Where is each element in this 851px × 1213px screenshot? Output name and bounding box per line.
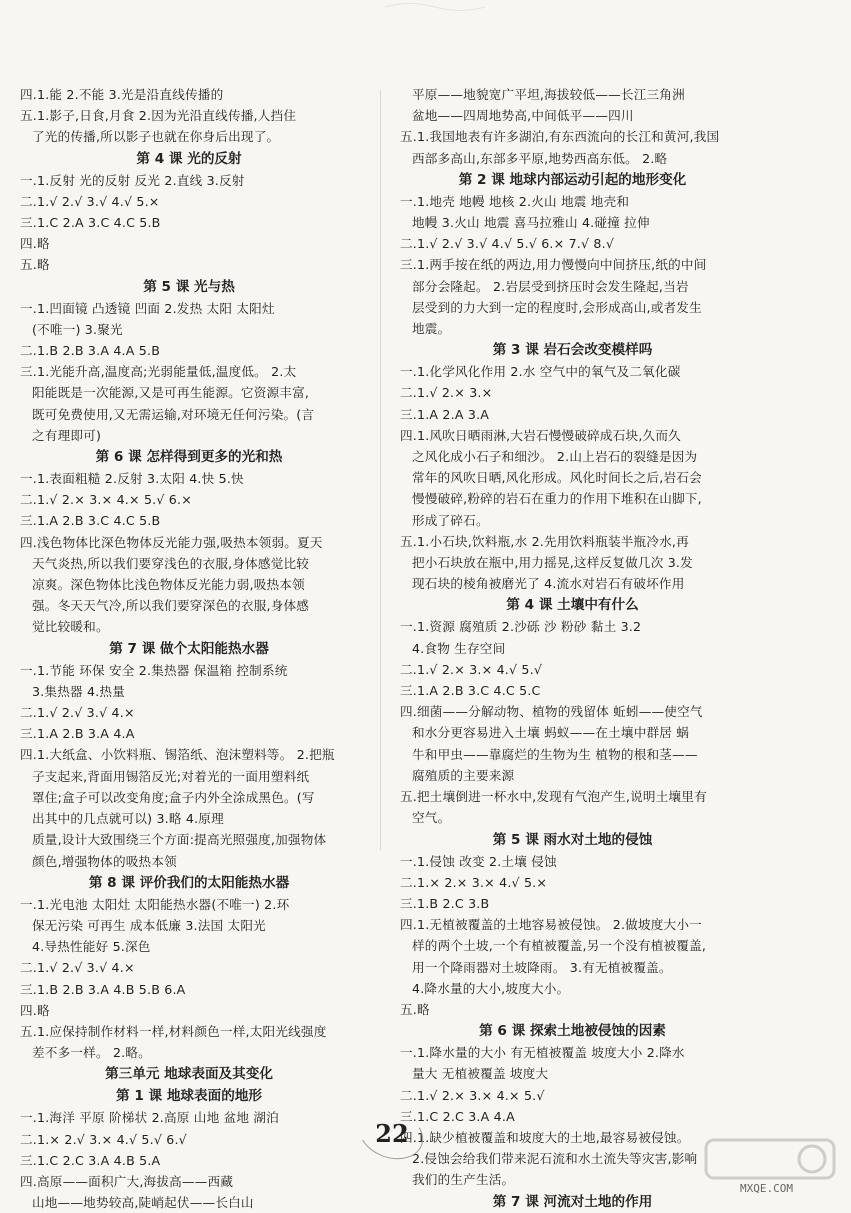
answer-line: 差不多一样。 2.略。 bbox=[32, 1045, 151, 1061]
answer-line: 强。冬天天气冷,所以我们要穿深色的衣服,身体感 bbox=[32, 598, 310, 614]
answer-line: 既可免费使用,又无需运输,对环境无任何污染。(言 bbox=[32, 406, 315, 422]
lesson-heading: 第 6 课 怎样得到更多的光和热 bbox=[95, 449, 283, 466]
answer-line: 山地——地势较高,陡峭起伏——长白山 bbox=[32, 1195, 254, 1211]
answer-line: 一.1.凹面镜 凸透镜 凹面 2.发热 太阳 太阳灶 bbox=[20, 300, 275, 316]
answer-line: 部分会隆起。 2.岩层受到挤压时会发生隆起,当岩 bbox=[412, 278, 689, 294]
answer-line: 三.1.光能升高,温度高;光弱能量低,温度低。 2.太 bbox=[20, 364, 297, 380]
answer-line: 二.1.× 2.√ 3.× 4.√ 5.√ 6.√ bbox=[20, 1131, 187, 1147]
answer-line: 四.细菌——分解动物、植物的残留体 蚯蚓——使空气 bbox=[400, 704, 703, 720]
answer-line: 一.1.化学风化作用 2.水 空气中的氧气及二氧化碳 bbox=[400, 364, 681, 380]
answer-line: 一.1.降水量的大小 有无植被覆盖 坡度大小 2.降水 bbox=[400, 1045, 685, 1061]
lesson-heading: 第 1 课 地球表面的地形 bbox=[116, 1088, 262, 1105]
answer-line: 出其中的几点就可以) 3.略 4.原理 bbox=[32, 811, 224, 827]
column-divider bbox=[380, 90, 381, 850]
answer-line: 慢慢破碎,粉碎的岩石在重力的作用下堆积在山脚下, bbox=[412, 491, 702, 507]
lesson-heading: 第三单元 地球表面及其变化 bbox=[105, 1066, 273, 1083]
top-decoration bbox=[380, 0, 490, 14]
answer-line: 用一个降雨器对土坡降雨。 3.有无植被覆盖。 bbox=[412, 959, 672, 975]
answer-line: 三.1.B 2.B 3.A 4.B 5.B 6.A bbox=[20, 981, 186, 997]
answer-line: 四.1.大纸盒、小饮料瓶、锡箔纸、泡沫塑料等。 2.把瓶 bbox=[20, 747, 335, 763]
lesson-heading: 第 7 课 做个太阳能热水器 bbox=[109, 640, 269, 657]
answer-line: 地震。 bbox=[412, 321, 451, 337]
answer-line: 二.1.B 2.B 3.A 4.A 5.B bbox=[20, 343, 161, 359]
answer-line: 一.1.表面粗糙 2.反射 3.太阳 4.快 5.快 bbox=[20, 471, 244, 487]
watermark-logo bbox=[700, 1130, 840, 1190]
answer-line: 我们的生产生活。 bbox=[412, 1172, 515, 1188]
answer-line: 4.导热性能好 5.深色 bbox=[32, 939, 151, 955]
lesson-heading: 第 4 课 土壤中有什么 bbox=[506, 597, 639, 614]
answer-line: 2.侵蚀会给我们带来泥石流和水土流失等灾害,影响 bbox=[412, 1151, 698, 1167]
answer-line: 4.食物 生存空间 bbox=[412, 640, 506, 656]
answer-line: 二.1.√ 2.× 3.× 4.× 5.√ bbox=[400, 1087, 545, 1103]
answer-line: 二.1.√ 2.√ 3.√ 4.√ 5.× bbox=[20, 193, 160, 209]
answer-line: 五.1.我国地表有许多湖泊,有东西流向的长江和黄河,我国 bbox=[400, 129, 720, 145]
answer-line: 一.1.地壳 地幔 地核 2.火山 地震 地壳和 bbox=[400, 193, 630, 209]
answer-line: 三.1.C 2.C 3.A 4.B 5.A bbox=[20, 1152, 161, 1168]
answer-line: 颜色,增强物体的吸热本领 bbox=[32, 853, 177, 869]
answer-line: 现石块的棱角被磨光了 4.流水对岩石有破坏作用 bbox=[412, 576, 685, 592]
answer-line: 三.1.B 2.C 3.B bbox=[400, 895, 490, 911]
answer-line: 阳能既是一次能源,又是可再生能源。它资源丰富, bbox=[32, 385, 310, 401]
answer-line: 四.高原——面积广大,海拔高——西藏 bbox=[20, 1173, 234, 1189]
answer-line: 五.把土壤倒进一杯水中,发现有气泡产生,说明土壤里有 bbox=[400, 789, 707, 805]
answer-line: 三.1.C 2.C 3.A 4.A bbox=[400, 1108, 515, 1124]
answer-line: 和水分更容易进入土壤 蚂蚁——在土壤中群居 蜗 bbox=[412, 725, 690, 741]
right-column bbox=[400, 84, 745, 1213]
answer-line: 保无污染 可再生 成本低廉 3.法国 太阳光 bbox=[32, 917, 266, 933]
lesson-heading: 第 8 课 评价我们的太阳能热水器 bbox=[88, 874, 290, 891]
lesson-heading: 第 6 课 探索土地被侵蚀的因素 bbox=[479, 1023, 666, 1040]
answer-line: 了光的传播,所以影子也就在你身后出现了。 bbox=[32, 129, 280, 145]
lesson-heading: 第 3 课 岩石会改变模样吗 bbox=[492, 342, 653, 359]
answer-line: 盆地——四周地势高,中间低平——四川 bbox=[412, 108, 634, 124]
answer-line: 牛和甲虫——靠腐烂的生物为生 植物的根和茎—— bbox=[412, 746, 698, 762]
answer-line: 二.1.√ 2.× 3.× bbox=[400, 385, 493, 401]
answer-line: 天气炎热,所以我们要穿浅色的衣服,身体感觉比较 bbox=[32, 555, 310, 571]
answer-line: 之风化成小石子和细沙。 2.山上岩石的裂缝是因为 bbox=[412, 449, 698, 465]
answer-line: 子支起来,背面用锡箔反光;对着光的一面用塑料纸 bbox=[32, 768, 310, 784]
answer-line: 平原——地貌宽广平坦,海拔较低——长江三角洲 bbox=[412, 87, 685, 102]
answer-line: 四.略 bbox=[20, 236, 50, 252]
answer-line: 二.1.√ 2.√ 3.√ 4.× bbox=[20, 705, 135, 721]
watermark-text: MXQE.COM bbox=[740, 1182, 793, 1195]
answer-line: 把小石块放在瓶中,用力摇晃,这样反复做几次 3.发 bbox=[412, 555, 693, 571]
answer-line: 五.1.影子,日食,月食 2.因为光沿直线传播,人挡住 bbox=[20, 108, 297, 124]
lesson-heading: 第 4 课 光的反射 bbox=[136, 150, 242, 167]
answer-line: 五.1.小石块,饮料瓶,水 2.先用饮料瓶装半瓶冷水,再 bbox=[400, 533, 689, 549]
answer-line: 三.1.A 2.B 3.C 4.C 5.C bbox=[400, 683, 541, 699]
lesson-heading: 第 7 课 河流对土地的作用 bbox=[492, 1193, 653, 1210]
answer-line: 3.集热器 4.热量 bbox=[32, 683, 126, 699]
answer-line: 质量,设计大致围绕三个方面:提高光照强度,加强物体 bbox=[32, 832, 327, 848]
answer-line: 二.1.× 2.× 3.× 4.√ 5.× bbox=[400, 874, 548, 890]
answer-line: 腐殖质的主要来源 bbox=[412, 767, 515, 783]
answer-line: 空气。 bbox=[412, 810, 451, 826]
answer-line: 层受到的力大到一定的程度时,会形成高山,或者发生 bbox=[412, 299, 702, 315]
answer-line: 二.1.√ 2.× 3.× 4.√ 5.√ bbox=[400, 661, 543, 677]
answer-line: 二.1.√ 2.√ 3.√ 4.× bbox=[20, 960, 135, 976]
answer-line: 西部多高山,东部多平原,地势西高东低。 2.略 bbox=[412, 150, 668, 166]
answer-line: 觉比较暖和。 bbox=[32, 619, 109, 635]
answer-line: 四.1.风吹日晒雨淋,大岩石慢慢破碎成石块,久而久 bbox=[400, 427, 681, 443]
lesson-heading: 第 5 课 光与热 bbox=[143, 278, 235, 295]
lesson-heading: 第 2 课 地球内部运动引起的地形变化 bbox=[458, 171, 687, 188]
answer-line: 样的两个土坡,一个有植被覆盖,另一个没有植被覆盖, bbox=[412, 938, 707, 954]
answer-line: 之有理即可) bbox=[32, 427, 102, 443]
answer-line: 四.略 bbox=[20, 1002, 50, 1018]
answer-line: 罩住;盒子可以改变角度;盒子内外全涂成黑色。(写 bbox=[32, 789, 315, 805]
left-column bbox=[20, 84, 358, 1213]
answer-line: 三.1.两手按在纸的两边,用力慢慢向中间挤压,纸的中间 bbox=[400, 257, 707, 273]
answer-line: 四.1.无植被覆盖的土地容易被侵蚀。 2.做坡度大小一 bbox=[400, 917, 702, 933]
answer-line: 4.降水量的大小,坡度大小。 bbox=[412, 980, 570, 996]
answer-line: 一.1.光电池 太阳灶 太阳能热水器(不唯一) 2.环 bbox=[20, 896, 290, 912]
answer-line: 三.1.A 2.B 3.C 4.C 5.B bbox=[20, 513, 161, 529]
answer-line: 五.略 bbox=[400, 1001, 430, 1017]
answer-line: 一.1.海洋 平原 阶梯状 2.高原 山地 盆地 湖泊 bbox=[20, 1110, 279, 1126]
answer-line: 二.1.√ 2.√ 3.√ 4.√ 5.√ 6.× 7.√ 8.√ bbox=[400, 236, 615, 252]
answer-line: 形成了碎石。 bbox=[412, 512, 489, 528]
answer-line: 一.1.资源 腐殖质 2.沙砾 沙 粉砂 黏土 3.2 bbox=[400, 619, 642, 635]
answer-line: 五.略 bbox=[20, 257, 50, 273]
answer-line: 四.1.缺少植被覆盖和坡度大的土地,最容易被侵蚀。 bbox=[400, 1129, 690, 1145]
answer-line: 五.1.应保持制作材料一样,材料颜色一样,太阳光线强度 bbox=[20, 1023, 327, 1039]
answer-line: 四.浅色物体比深色物体反光能力强,吸热本领弱。夏天 bbox=[20, 534, 323, 550]
answer-line: 四.1.能 2.不能 3.光是沿直线传播的 bbox=[20, 87, 224, 102]
answer-line: 常年的风吹日晒,风化形成。风化时间长之后,岩石会 bbox=[412, 470, 702, 486]
answer-line: 三.1.A 2.B 3.A 4.A bbox=[20, 726, 135, 742]
answer-line: (不唯一) 3.聚光 bbox=[32, 321, 123, 337]
answer-line: 量大 无植被覆盖 坡度大 bbox=[412, 1066, 549, 1082]
answer-line: 三.1.A 2.A 3.A bbox=[400, 406, 490, 422]
answer-line: 一.1.反射 光的反射 反光 2.直线 3.反射 bbox=[20, 172, 245, 188]
answer-line: 一.1.节能 环保 安全 2.集热器 保温箱 控制系统 bbox=[20, 662, 288, 678]
answer-line: 凉爽。深色物体比浅色物体反光能力弱,吸热本领 bbox=[32, 577, 305, 593]
answer-line: 地幔 3.火山 地震 喜马拉雅山 4.碰撞 拉伸 bbox=[412, 215, 650, 231]
lesson-heading: 第 5 课 雨水对土地的侵蚀 bbox=[492, 831, 653, 848]
answer-line: 二.1.√ 2.× 3.× 4.× 5.√ 6.× bbox=[20, 492, 192, 508]
page-number: 22 bbox=[375, 1119, 409, 1148]
answer-line: 一.1.侵蚀 改变 2.土壤 侵蚀 bbox=[400, 853, 557, 869]
answer-line: 三.1.C 2.A 3.C 4.C 5.B bbox=[20, 215, 161, 231]
